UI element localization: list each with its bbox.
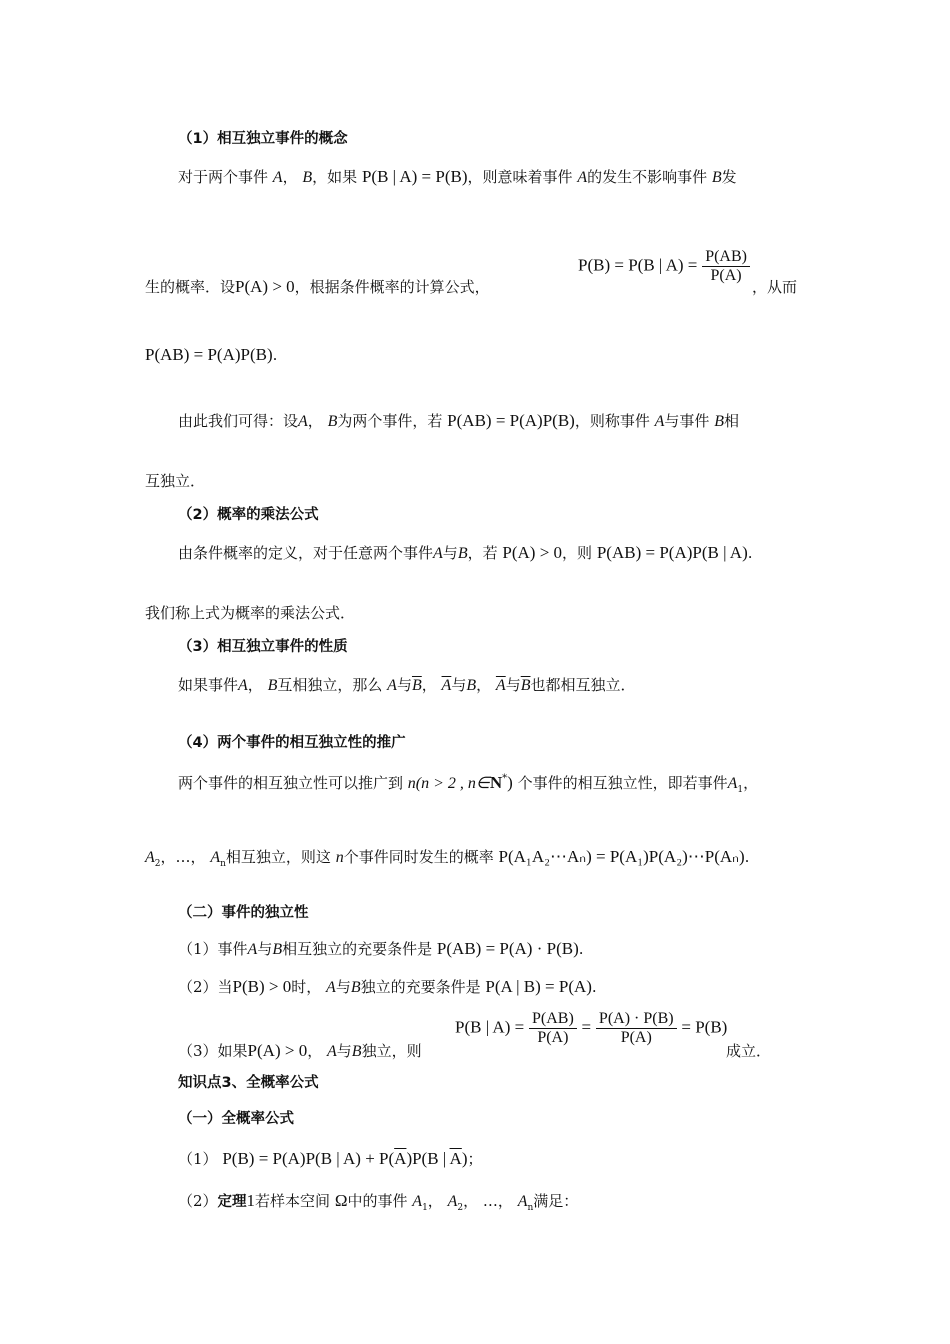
heading-multiplication-rule: （2）概率的乘法公式 [178, 507, 319, 523]
s1-paragraph-line1: 对于两个事件 A， B，如果 P(B | A) = P(B)，则意味着事件 A的发生不影响事件 B发 [178, 167, 737, 186]
s1-therefore: ，从而 [752, 278, 798, 296]
s6-item1: （1） P(B) = P(A)P(B | $A) + P(\overline{A})P(B$ | $\overline{A}$)； [178, 1149, 483, 1168]
heading-generalization: （4）两个事件的相互独立性的推广 [178, 735, 406, 751]
s2-paragraph-line2: 我们称上式为概率的乘法公式． [145, 604, 356, 622]
s3-paragraph: 如果事件A， B互相独立，那么 A与$\overline{B}$， $\overline{A}$与B， $\overline{A}$与$\overline{B}$也都相互独立． [178, 676, 636, 694]
formula-product-independence: P(AB) = P(A)P(B). [145, 345, 278, 364]
heading-total-probability-formula: （一）全概率公式 [178, 1111, 294, 1127]
formula-multiplication: P(AB) = P(A)P(B | A) [596, 543, 748, 562]
formula-conditional-equal: P(B | A) = P(B) [361, 167, 468, 186]
s5-item2: （2）当P(B) > 0时， A与B独立的充要条件是 P(A | B) = P(A). [178, 977, 597, 996]
s5-item3-end: 成立． [726, 1042, 772, 1060]
formula-independence-derivation: P(B | A) = $\frac{P(AB)}{P(A)}$ = $\frac{P(A) \cdot P(B)}{P(A)}$ = P(B) [455, 1010, 728, 1046]
s2-paragraph-line1: 由条件概率的定义，对于任意两个事件A与B，若 P(A) > 0，则 P(AB) = P(A)P(B | A). [178, 543, 753, 562]
s1-definition-line: 由此我们可得：设A， B为两个事件，若 P(AB) = P(A)P(B)，则称事件 A与事件 B相 [178, 411, 739, 430]
heading-independence-properties: （3）相互独立事件的性质 [178, 639, 348, 655]
s4-paragraph-line2: $A_2$，…， $A_n$相互独立，则这 n个事件同时发生的概率 P(A₁A₂⋯Aₙ) = P(A₁)P(A₂)⋯P(Aₙ). [145, 847, 750, 869]
s6-item2: （2）定理1若样本空间 Ω中的事件 $A_1$， $A_2$， …， $A_n$满足： [178, 1191, 579, 1213]
heading-event-independence: （二）事件的独立性 [178, 905, 309, 921]
s1-paragraph-line2: 生的概率．设P(A) > 0，根据条件概率的计算公式， [145, 277, 490, 296]
formula-n-events: P(A₁A₂⋯Aₙ) = P(A₁)P(A₂)⋯P(Aₙ) [498, 847, 745, 866]
s1-definition-end: 互独立． [145, 472, 206, 490]
s4-paragraph-line1: 两个事件的相互独立性可以推广到 n(n > 2 , n∈N*) 个事件的相互独立性，即若事件$A_1$， [178, 773, 759, 795]
heading-total-probability: 知识点3、全概率公式 [178, 1075, 319, 1091]
formula-conditional-probability: P(B) = P(B | A) = $\frac{P(AB)}{P(A)}$ [578, 248, 750, 285]
heading-independent-events-concept: （1）相互独立事件的概念 [178, 131, 348, 147]
formula-total-probability: P(B) = P(A)P(B | A) + P( [222, 1149, 395, 1168]
s5-item3: （3）如果P(A) > 0， A与B独立，则 [178, 1041, 422, 1060]
s5-item1: （1）事件A与B相互独立的充要条件是 P(AB) = P(A) · P(B). [178, 939, 584, 958]
